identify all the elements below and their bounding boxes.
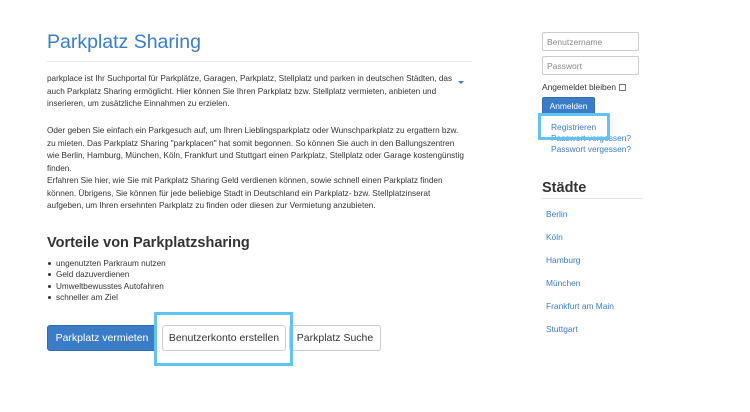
login-button[interactable]: Anmelden [542,97,595,115]
page-title: Parkplatz Sharing [47,31,201,53]
list-item: Umweltbewusstes Autofahren [47,281,166,292]
register-link[interactable]: Registrieren [551,122,597,132]
list-item: ungenutzten Parkraum nutzen [47,258,166,269]
list-item: schneller am Ziel [47,292,166,303]
parkplatz-vermieten-button[interactable]: Parkplatz vermieten [47,325,157,351]
cities-heading: Städte [542,180,587,196]
remember-me-label: Angemeldet bleiben [542,82,617,92]
benefits-list [47,258,166,304]
title-divider [47,61,472,62]
parkgesuch-paragraph: Oder geben Sie einfach ein Parkgesuch auf, um Ihren Lieblingsparkplatz oder Wunschparkplatz zu ergattern bzw. zu mieten. Das Parkplatz Sharing "parkplacen" hat somit begonnen. So können Sie auch in den Ballungszentren wie Berlin, Hamburg, München, Köln, Frankfurt und Stuttgart einen Parkplatz, Stellplatz oder Garage kostengünstig finden. [47,126,464,173]
city-link-muenchen[interactable]: München [546,278,581,288]
caret-down-icon [458,81,464,84]
list-item: Geld dazuverdienen [47,269,166,280]
password-input[interactable] [542,56,639,75]
info-paragraph: Erfahren Sie hier, wie Sie mit Parkplatz Sharing Geld verdienen können, sowie schnell einen Parkplatz finden können. Übrigens, Sie können für jede beliebige Stadt in Deutschland ein Parkplatz- bzw. Stellplatzinserat aufgeben, um Ihren ersehnten Parkplatz zu finden oder diesen zur Vermietung anzubieten. [47,176,443,210]
highlight-box-registrieren [538,113,610,140]
forgot-password-link-partial[interactable]: Passwort vergessen? [551,133,632,143]
cities-list [546,209,614,347]
username-input[interactable] [542,32,639,51]
remember-me-checkbox[interactable] [619,84,626,91]
intro-paragraph: parkplace ist Ihr Suchportal für Parkplätze, Garagen, Parkplatz, Stellplatz und parken in deutschen Städten, das auch Parkplatz Sharing ermöglicht. Hier können Sie Ihren Parkplatz bzw. Stellplatz vermieten, anbieten und inserieren, um zusätzliche Einnahmen zu erzielen. [47,74,453,108]
city-link-frankfurt[interactable]: Frankfurt am Main [546,301,614,311]
cities-divider [542,198,642,199]
remember-me[interactable] [542,82,626,92]
city-link-hamburg[interactable]: Hamburg [546,255,581,265]
city-link-koeln[interactable]: Köln [546,232,563,242]
benefits-heading: Vorteile von Parkplatzsharing [47,235,250,251]
benutzerkonto-erstellen-button[interactable]: Benutzerkonto erstellen [162,325,286,351]
forgot-password-link[interactable]: Passwort vergessen? [551,144,632,154]
parkplatz-suche-button[interactable]: Parkplatz Suche [289,325,381,351]
city-link-stuttgart[interactable]: Stuttgart [546,324,578,334]
city-link-berlin[interactable]: Berlin [546,209,568,219]
highlight-box-konto [154,312,293,366]
